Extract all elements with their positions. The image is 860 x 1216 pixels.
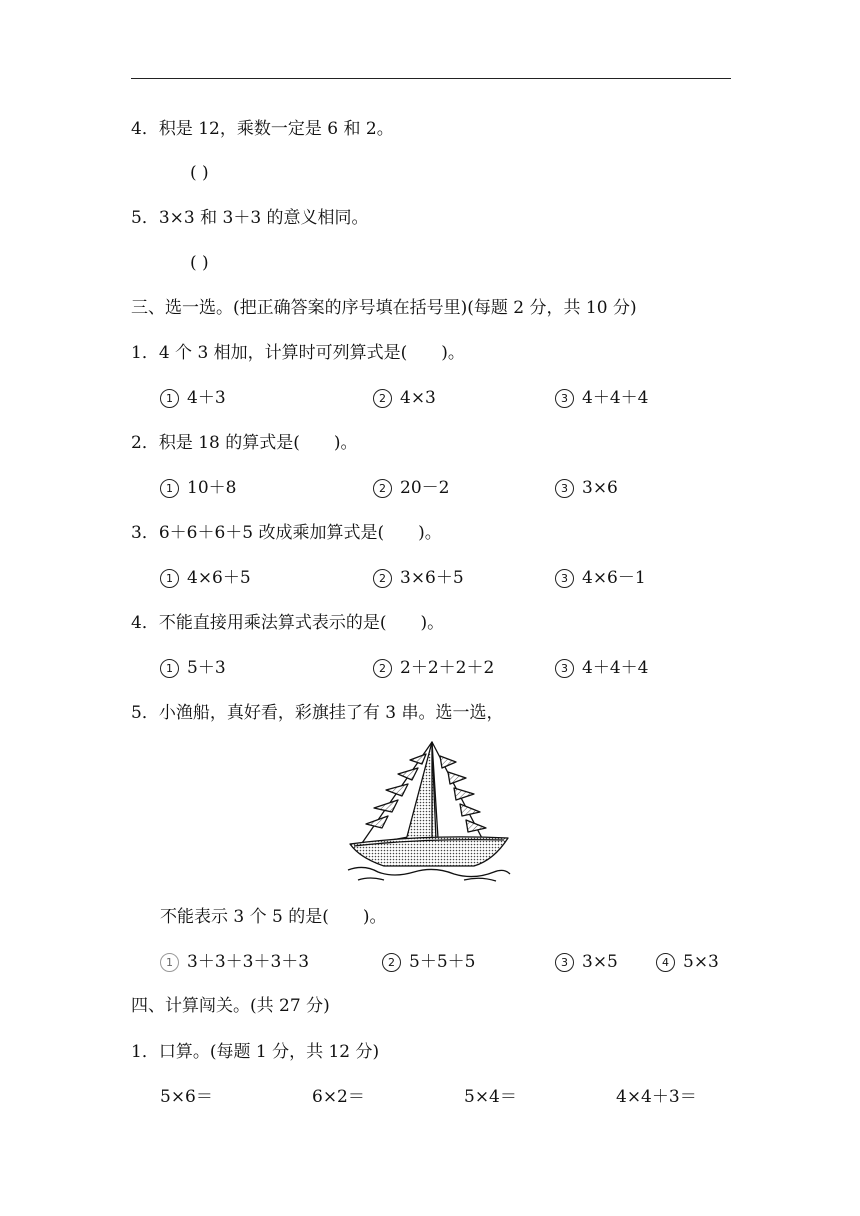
option-text: 4＋3 [187,388,226,408]
question-text: 6＋6＋6＋5 改成乘加算式是( )。 [158,523,442,543]
circled-number: 1 [160,569,179,588]
option-2[interactable] [373,387,436,409]
choice-question-3 [131,522,442,544]
oral-item-1: 5×6＝ [160,1087,213,1107]
option-text: 3×6 [582,478,618,498]
option-text: 10＋8 [187,478,237,498]
option-1[interactable] [160,387,226,409]
option-2[interactable] [373,657,494,679]
option-text: 5＋3 [187,658,226,678]
option-3[interactable] [555,951,618,973]
circled-number: 3 [555,953,574,972]
option-text: 4＋4＋4 [582,388,649,408]
question-number: 5． [131,703,159,723]
option-1[interactable] [160,477,236,499]
option-text: 5×3 [683,952,719,972]
option-text: 3×6＋5 [400,568,464,588]
oral-item-2: 6×2＝ [312,1087,365,1107]
choice-question-4 [131,612,444,634]
circled-number: 2 [373,479,392,498]
header-rule [131,78,731,79]
option-text: 5＋5＋5 [409,952,476,972]
fishing-boat-illustration [344,738,514,886]
oral-item-3: 5×4＝ [464,1087,517,1107]
option-2[interactable] [373,567,464,589]
option-text: 4×6＋5 [187,568,251,588]
question-number: 3． [131,523,159,543]
circled-number: 1 [160,389,179,408]
choice-question-5-subtext: 不能表示 3 个 5 的是( )。 [160,907,387,927]
option-text: 3×5 [582,952,618,972]
question-number: 1． [131,1042,159,1062]
circled-number: 2 [373,569,392,588]
circled-number: 2 [382,953,401,972]
question-text: 不能直接用乘法算式表示的是( )。 [158,613,445,633]
section-3-title: 三、选一选。(把正确答案的序号填在括号里)(每题 2 分，共 10 分) [131,298,637,318]
choice-question-1 [131,342,465,364]
circled-number: 4 [656,953,675,972]
question-number: 4． [131,119,159,139]
option-4[interactable] [656,951,719,973]
circled-number: 1 [160,479,179,498]
question-number: 1． [131,343,159,363]
circled-number: 2 [373,389,392,408]
calc-question-1 [131,1041,379,1063]
question-text: 积是 12，乘数一定是 6 和 2。 [158,119,394,139]
question-text: 积是 18 的算式是( )。 [158,433,358,453]
choice-question-2 [131,432,358,454]
option-3[interactable] [555,387,648,409]
circled-number: 3 [555,389,574,408]
section-4-title: 四、计算闯关。(共 27 分) [131,996,330,1016]
option-3[interactable] [555,477,618,499]
option-2[interactable] [382,951,475,973]
option-text: 2＋2＋2＋2 [400,658,495,678]
option-text: 3＋3＋3＋3＋3 [187,952,310,972]
judge-question-4 [131,118,394,140]
question-text: 口算。(每题 1 分，共 12 分) [158,1042,380,1062]
option-text: 4＋4＋4 [582,658,649,678]
option-3[interactable] [555,567,646,589]
answer-paren[interactable]: ( ) [190,163,209,183]
question-text: 小渔船，真好看，彩旗挂了有 3 串。选一选， [158,703,504,723]
option-1[interactable] [160,951,309,973]
option-1[interactable] [160,567,251,589]
circled-number: 2 [373,659,392,678]
circled-number: 1 [160,659,179,678]
option-1[interactable] [160,657,226,679]
option-text: 4×6－1 [582,568,646,588]
oral-item-4: 4×4＋3＝ [616,1087,697,1107]
option-3[interactable] [555,657,648,679]
question-text: 3×3 和 3＋3 的意义相同。 [158,208,369,228]
choice-question-5 [131,702,503,724]
question-text: 4 个 3 相加，计算时可列算式是( )。 [158,343,465,363]
circled-number: 1 [160,953,179,972]
question-number: 5． [131,208,159,228]
answer-paren[interactable]: ( ) [190,253,209,273]
judge-question-5 [131,207,369,229]
circled-number: 3 [555,479,574,498]
question-number: 4． [131,613,159,633]
circled-number: 3 [555,569,574,588]
question-number: 2． [131,433,159,453]
option-text: 20－2 [400,478,450,498]
option-2[interactable] [373,477,449,499]
option-text: 4×3 [400,388,436,408]
circled-number: 3 [555,659,574,678]
